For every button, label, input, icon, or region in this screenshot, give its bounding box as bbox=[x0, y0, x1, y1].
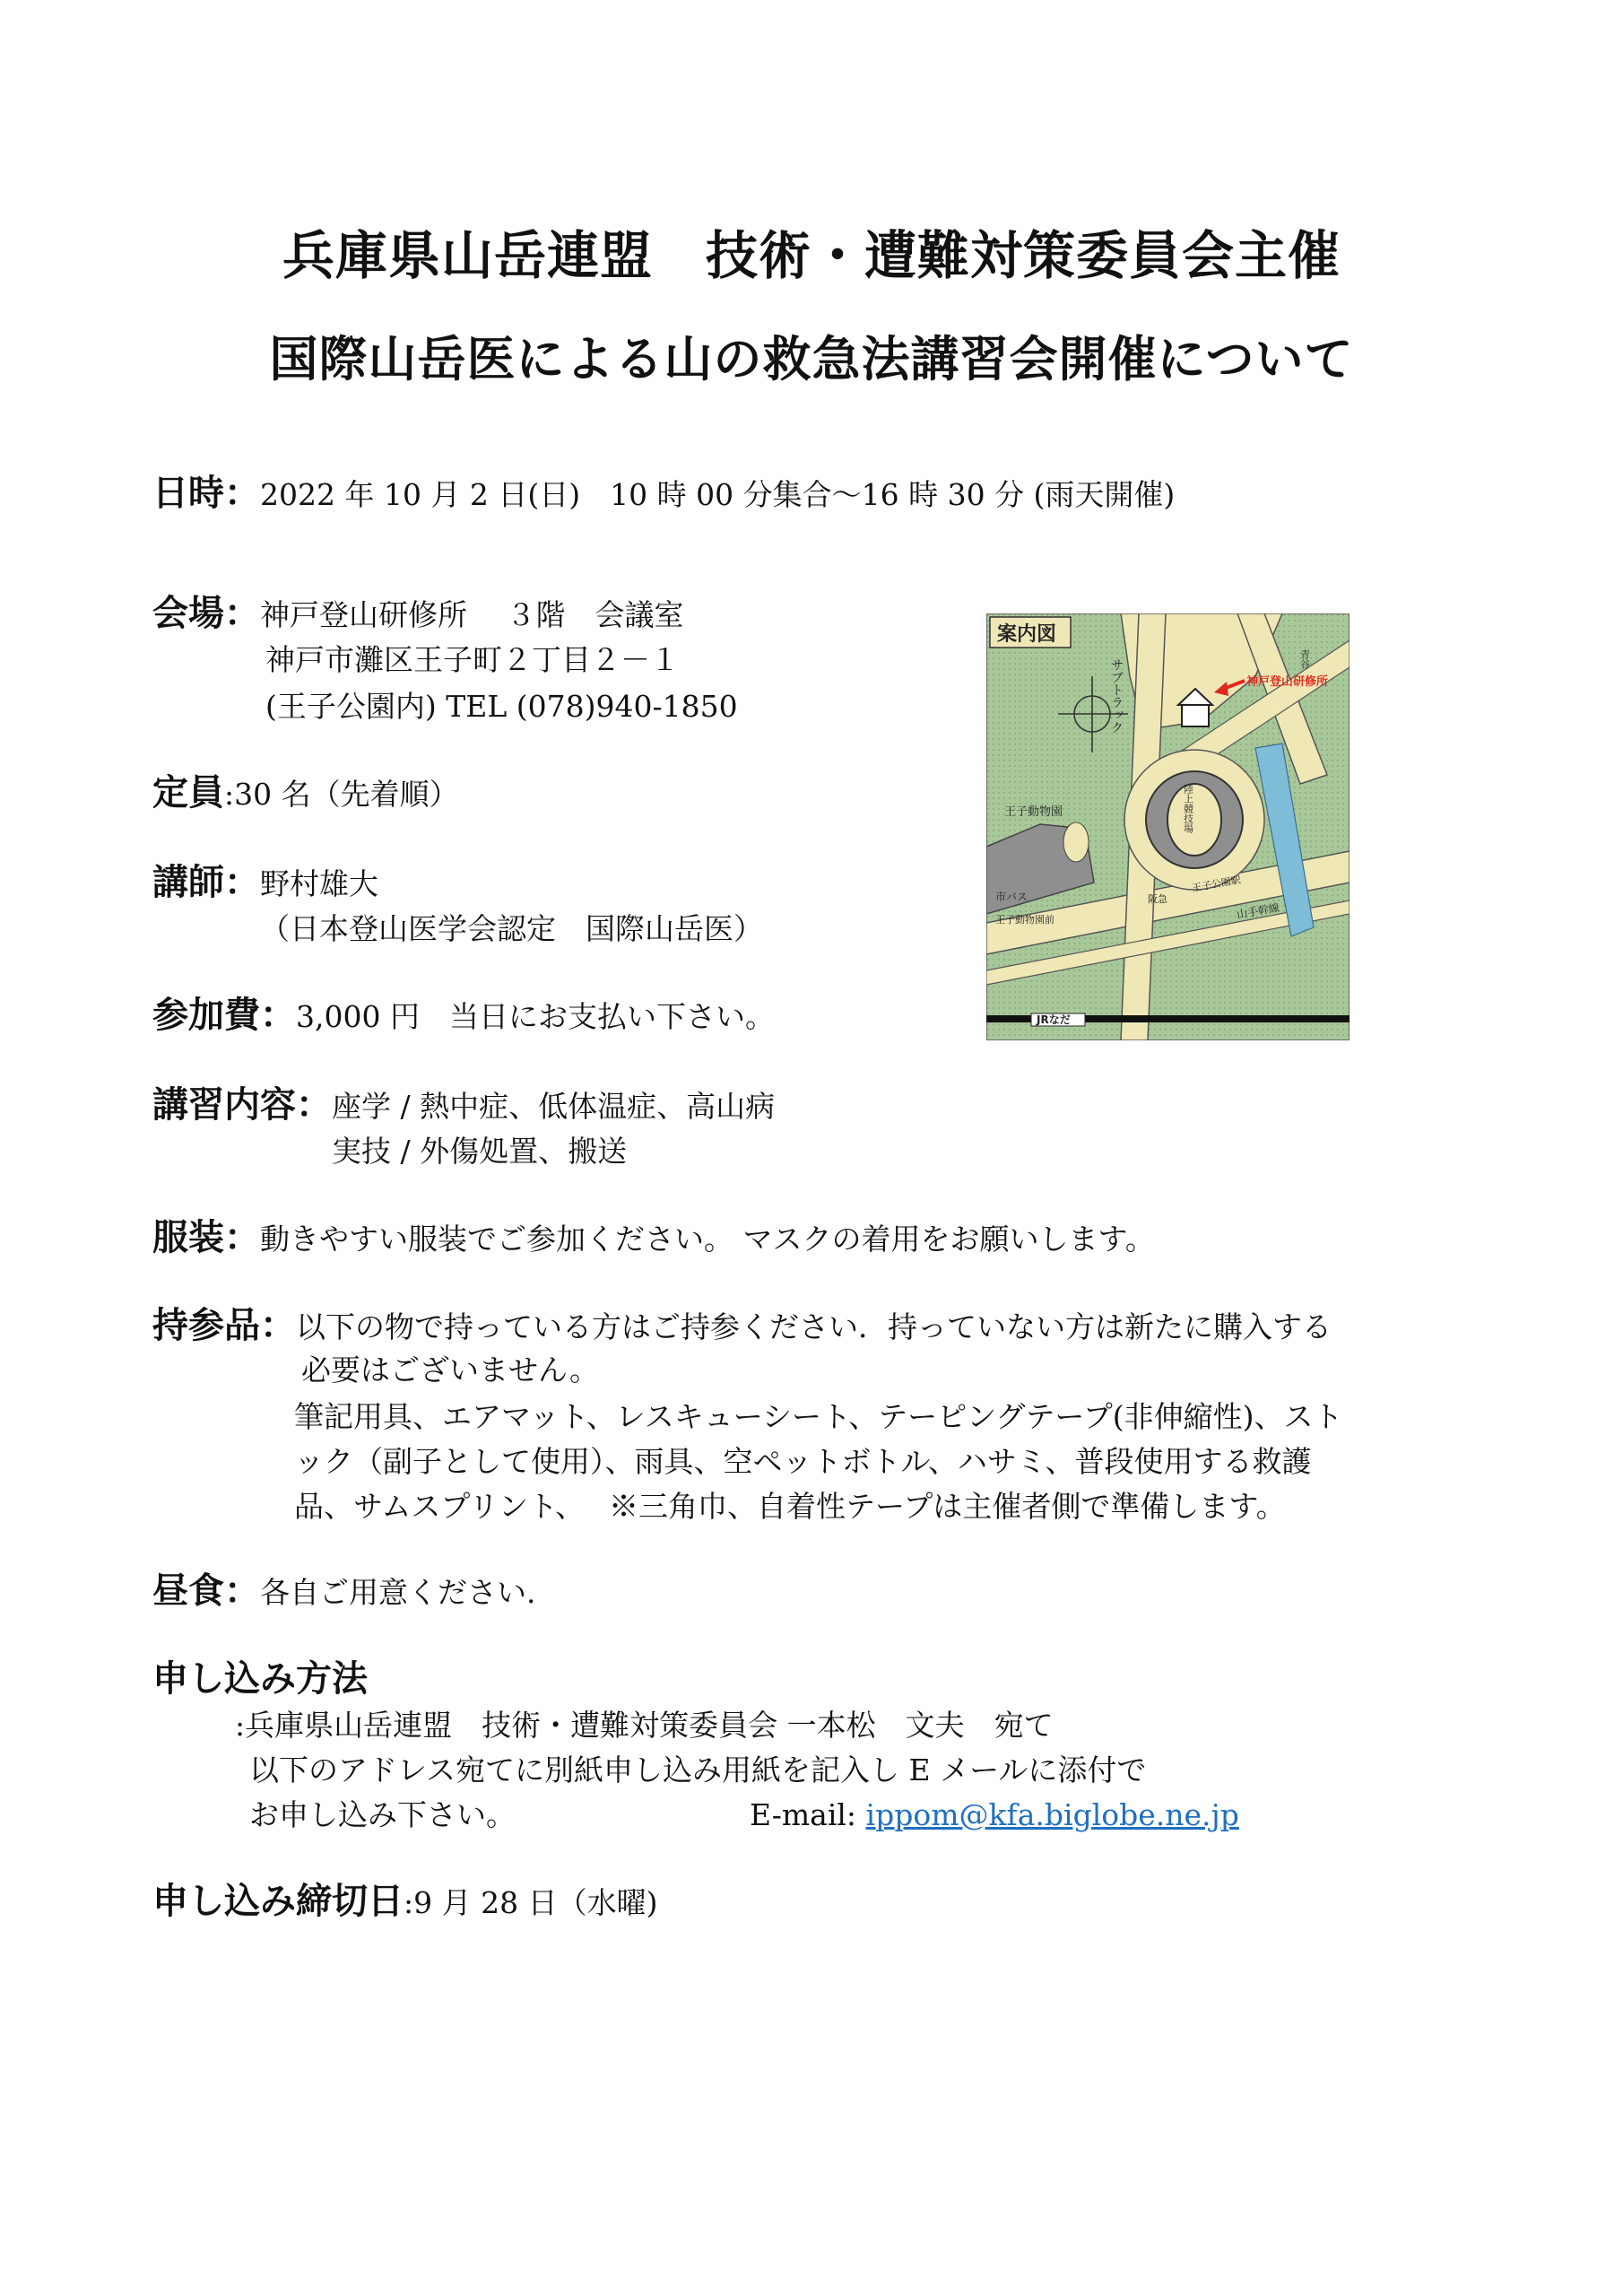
venue-label: 会場： bbox=[152, 592, 260, 634]
lecturer-row bbox=[152, 861, 378, 903]
email-label: E-mail: bbox=[750, 1797, 857, 1832]
map-label-street: 青谷 bbox=[1298, 649, 1311, 669]
map-label-yamate: 山手幹線 bbox=[1236, 900, 1280, 921]
map-zoo-pond bbox=[1063, 822, 1089, 862]
clothing-value: 動きやすい服装でご参加ください。 マスクの着用をお願いします。 bbox=[260, 1222, 1155, 1257]
lunch-row bbox=[152, 1570, 536, 1612]
map-label-hankyu: 阪急 bbox=[1148, 893, 1167, 905]
capacity-row bbox=[152, 771, 459, 813]
items-label: 持参品： bbox=[152, 1304, 296, 1346]
title-line-1: 兵庫県山岳連盟 技術・遭難対策委員会主催 bbox=[282, 225, 1341, 286]
items-line-4: ック（副子として使用）、雨具、空ペットボトル、ハサミ、普段使用する救護 bbox=[294, 1444, 1312, 1479]
items-line-3: 筆記用具、エアマット、レスキューシート、テーピングテープ(非伸縮性)、スト bbox=[294, 1399, 1343, 1434]
datetime-row bbox=[152, 472, 1176, 514]
content-label: 講習内容： bbox=[152, 1083, 332, 1126]
map-label-zoo-stop: 王子動物園前 bbox=[995, 914, 1055, 926]
fee-label: 参加費： bbox=[152, 994, 296, 1036]
content-row bbox=[152, 1083, 776, 1126]
content-line-2: 実技 / 外傷処置、搬送 bbox=[332, 1134, 628, 1169]
lecturer-credential: （日本登山医学会認定 国際山岳医） bbox=[260, 911, 763, 946]
map-label-zoo: 王子動物園 bbox=[1004, 805, 1063, 819]
venue-line-3: (王子公園内) TEL (078)940-1850 bbox=[265, 689, 738, 724]
lecturer-label: 講師： bbox=[152, 861, 260, 903]
application-line-3: お申し込み下さい。 bbox=[249, 1797, 516, 1832]
capacity-label: 定員 bbox=[152, 771, 224, 813]
location-map bbox=[986, 613, 1350, 1040]
items-line-1: 以下の物で持っている方はご持参ください．持っていない方は新たに購入する bbox=[296, 1309, 1332, 1344]
map-stadium-field bbox=[1167, 784, 1221, 856]
deadline-row bbox=[152, 1880, 658, 1922]
map-label-park-station: 王子公園駅 bbox=[1191, 874, 1242, 894]
map-title: 案内図 bbox=[997, 623, 1057, 646]
map-label-stadium: 陸上競技場 bbox=[1182, 784, 1194, 833]
deadline-label: 申し込み締切日 bbox=[152, 1880, 404, 1922]
email-row bbox=[750, 1797, 1239, 1833]
venue-line-2: 神戸市灘区王子町２丁目２－１ bbox=[265, 642, 680, 677]
clothing-row bbox=[152, 1216, 1155, 1258]
venue-row bbox=[152, 592, 684, 634]
items-line-5: 品、サムスプリント、 ※三角巾、自着性テープは主催者側で準備します。 bbox=[294, 1489, 1286, 1524]
application-label: 申し込み方法 bbox=[152, 1657, 368, 1700]
lecturer-name: 野村雄大 bbox=[260, 866, 378, 901]
building-icon bbox=[1182, 703, 1209, 726]
datetime-value: 2022 年 10 月 2 日(日) 10 時 00 分集合～16 時 30 分 (雨天開催) bbox=[260, 477, 1176, 512]
clothing-label: 服装： bbox=[152, 1216, 260, 1258]
content-line-1: 座学 / 熱中症、低体温症、高山病 bbox=[332, 1089, 776, 1124]
map-label-jr: JRなだ bbox=[1037, 1013, 1071, 1026]
items-line-2: 必要はございません。 bbox=[301, 1352, 599, 1387]
lunch-value: 各自ご用意ください. bbox=[260, 1575, 536, 1610]
map-destination-label: 神戸登山研修所 bbox=[1246, 675, 1329, 689]
email-link[interactable]: ippom@kfa.biglobe.ne.jp bbox=[865, 1797, 1239, 1832]
capacity-value: :30 名（先着順） bbox=[224, 777, 459, 812]
deadline-value: :9 月 28 日（水曜) bbox=[404, 1885, 658, 1920]
lunch-label: 昼食： bbox=[152, 1570, 260, 1612]
map-label-bus: 市バス bbox=[995, 891, 1028, 903]
datetime-label: 日時： bbox=[152, 472, 260, 514]
fee-row bbox=[152, 994, 775, 1036]
venue-line-1: 神戸登山研修所 ３階 会議室 bbox=[260, 597, 684, 632]
map-label-subtrack: サブトラック bbox=[1109, 658, 1124, 734]
application-line-2: 以下のアドレス宛てに別紙申し込み用紙を記入し E メールに添付で bbox=[249, 1752, 1147, 1787]
fee-value: 3,000 円 当日にお支払い下さい。 bbox=[296, 999, 775, 1034]
title-line-2: 国際山岳医による山の救急法講習会開催について bbox=[269, 330, 1354, 387]
items-row bbox=[152, 1304, 1332, 1346]
application-line-1: :兵庫県山岳連盟 技術・遭難対策委員会 一本松 文夫 宛て bbox=[235, 1708, 1054, 1743]
